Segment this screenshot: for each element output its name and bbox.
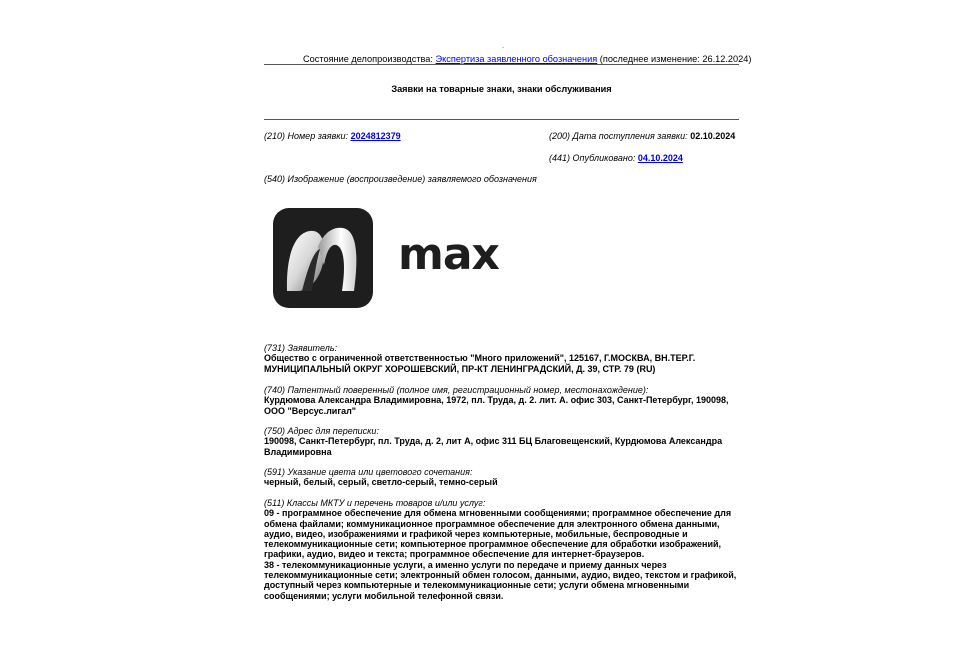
application-number-label: (210) Номер заявки: xyxy=(264,131,349,141)
image-label xyxy=(264,174,537,184)
page-title: Заявки на товарные знаки, знаки обслуживания xyxy=(391,84,612,94)
status-divider xyxy=(264,64,739,65)
color-label: (591) Указание цвета или цветового сочетания: xyxy=(264,467,473,477)
application-number-link[interactable]: 2024812379 xyxy=(350,131,401,141)
title-divider xyxy=(264,119,739,120)
published-link[interactable]: 04.10.2024 xyxy=(637,153,683,163)
attorney-label: (740) Патентный поверенный (полное имя, регистрационный номер, местонахождение): xyxy=(264,385,649,395)
applicant-value: Общество с ограниченной ответственностью "Много приложений", 125167, Г.МОСКВА, ВН.ТЕР.Г. МУНИЦИПАЛЬНЫЙ ОКРУГ ХОРОШЕВСКИЙ, ПР-КТ ЛЕНИНГРАДСКИЙ, Д. 39, СТР. 79 (RU) xyxy=(264,353,696,374)
filing-date-value: 02.10.2024 xyxy=(690,131,736,141)
color-value: черный, белый, серый, светло-серый, темно-серый xyxy=(264,477,498,488)
max-logo-icon xyxy=(272,207,374,309)
published-row xyxy=(549,153,683,163)
published-label: (441) Опубликовано: xyxy=(549,153,636,163)
attorney-value: Курдюмова Александра Владимировна, 1972, пл. Труда, д. 2. лит. А. офис 303, Санкт-Петербург, 190098, ООО "Версус.лигал" xyxy=(264,395,729,416)
filing-date-row xyxy=(549,131,735,141)
application-number-row xyxy=(264,131,401,141)
status-link[interactable]: Экспертиза заявленного обозначения xyxy=(435,54,598,64)
status-label: Состояние делопроизводства: xyxy=(303,54,433,64)
logo-wordmark: max xyxy=(398,229,499,280)
classes-block xyxy=(264,498,739,601)
class-38-text: 38 - телекоммуникационные услуги, а именно услуги по передаче и приему данных через телекоммуникационные сети; электронный обмен голосом, данными, аудио, видео, текстом и графикой, доступный через компьютерные и телекоммуникационные сети; услуги обмена мгновенными сообщениями; услуги мобильной телефонной связи. xyxy=(264,559,737,601)
attorney-block xyxy=(264,385,739,416)
filing-date-label: (200) Дата поступления заявки: xyxy=(549,131,688,141)
applicant-label: (731) Заявитель: xyxy=(264,343,338,353)
applicant-block xyxy=(264,343,739,374)
trademark-image xyxy=(272,207,512,311)
status-note: (последнее изменение: 26.12.2024) xyxy=(599,54,752,64)
class-09-text: 09 - программное обеспечение для обмена мгновенными сообщениями; программное обеспечение для обмена файлами; коммуникационное программное обеспечение для электронного обмена данными, аудио, видео, изображениями и графикой через компьютерные, мобильные, беспроводные и телекоммуникационные сети; компьютерное программное обеспечение для обработки изображений, графики, аудио, видео и текста; программное обеспечение для интернет-браузеров. xyxy=(264,508,732,560)
status-line xyxy=(303,54,751,64)
color-block xyxy=(264,467,739,488)
address-value: 190098, Санкт-Петербург, пл. Труда, д. 2, лит А, офис 311 БЦ Благовещенский, Курдюмова Александра Владимировна xyxy=(264,436,723,457)
address-label: (750) Адрес для переписки: xyxy=(264,426,379,436)
image-label-text: (540) Изображение (воспроизведение) заявляемого обозначения xyxy=(264,174,537,184)
address-block xyxy=(264,426,739,457)
header-dot: . xyxy=(502,41,505,50)
classes-label: (511) Классы МКТУ и перечень товаров и/или услуг: xyxy=(264,498,486,508)
